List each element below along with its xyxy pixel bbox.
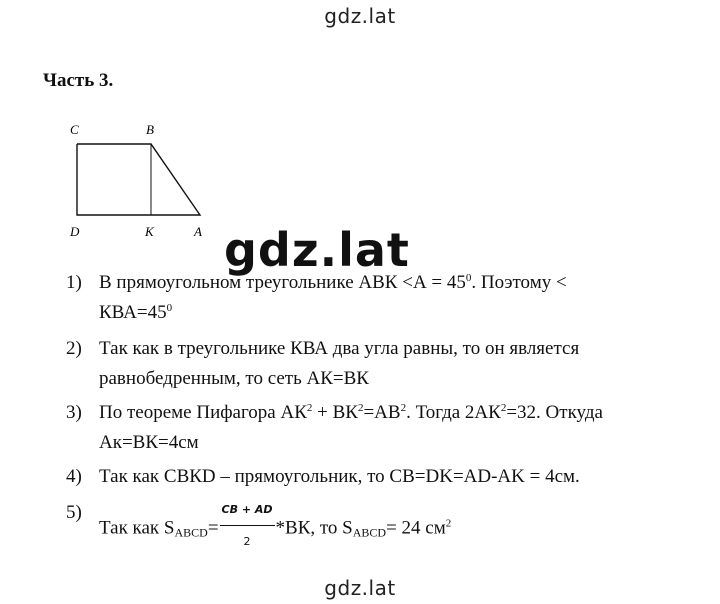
- item-line: Так как СВКD – прямоугольник, то СВ=DK=AD-AK = 4см.: [99, 466, 580, 487]
- list-item: [66, 398, 706, 458]
- text-part: = 24 см: [386, 517, 446, 539]
- fraction: [220, 495, 275, 557]
- text-part: КВА=45: [99, 302, 167, 323]
- text-part: . Поэтому <: [471, 272, 567, 293]
- subscript: ABCD: [352, 525, 387, 540]
- text-part: =: [207, 517, 219, 539]
- solution-list: [66, 268, 706, 560]
- superscript: 0: [166, 302, 173, 314]
- superscript: 2: [357, 402, 364, 414]
- text-part: =АВ: [363, 402, 401, 423]
- superscript: 2: [400, 402, 407, 414]
- item-line: Ак=ВК=4см: [99, 432, 199, 453]
- item-line: [99, 498, 706, 560]
- label-a: A: [194, 224, 202, 239]
- text-part: . Тогда 2АК: [406, 402, 501, 423]
- item-number: 1): [66, 272, 82, 293]
- watermark-bottom: gdz.lat: [324, 576, 396, 600]
- text-part: Так как S: [99, 517, 175, 539]
- text-part: =32. Откуда: [506, 402, 603, 423]
- text-part: *ВК, то S: [275, 517, 353, 539]
- text-part: В прямоугольном треугольнике АВК <А = 45: [99, 272, 466, 293]
- item-number: 2): [66, 338, 82, 359]
- list-item: [66, 268, 706, 328]
- label-c: C: [70, 122, 79, 137]
- watermark-top: gdz.lat: [324, 4, 396, 28]
- list-item: [66, 498, 706, 560]
- item-line: Так как в треугольнике КВА два угла равны, то он является: [99, 338, 580, 359]
- list-item: [66, 334, 706, 394]
- item-number: 4): [66, 466, 82, 487]
- text-part: По теореме Пифагора АК: [99, 402, 307, 423]
- superscript: 2: [500, 402, 507, 414]
- watermark-middle: gdz.lat: [224, 223, 410, 277]
- text-part: + ВК: [312, 402, 358, 423]
- superscript: 2: [445, 517, 452, 530]
- label-d: D: [70, 224, 80, 239]
- label-k: K: [145, 224, 154, 239]
- superscript: 0: [465, 272, 472, 284]
- item-line: [99, 398, 706, 428]
- section-heading: Часть 3.: [43, 70, 114, 91]
- label-b: B: [146, 122, 154, 137]
- fraction-numerator: CB + AD: [221, 503, 273, 516]
- trapezoid-figure: [60, 115, 220, 240]
- superscript: 2: [306, 402, 313, 414]
- list-item: [66, 462, 706, 492]
- item-number: 3): [66, 402, 82, 423]
- item-line: [99, 268, 706, 298]
- trapezoid-outline: [77, 144, 200, 215]
- fraction-denominator: 2: [243, 535, 251, 548]
- item-number: 5): [66, 502, 82, 523]
- subscript: ABCD: [174, 525, 208, 540]
- item-line: равнобедренным, то сеть АК=ВК: [99, 368, 369, 389]
- item-line: [99, 298, 706, 328]
